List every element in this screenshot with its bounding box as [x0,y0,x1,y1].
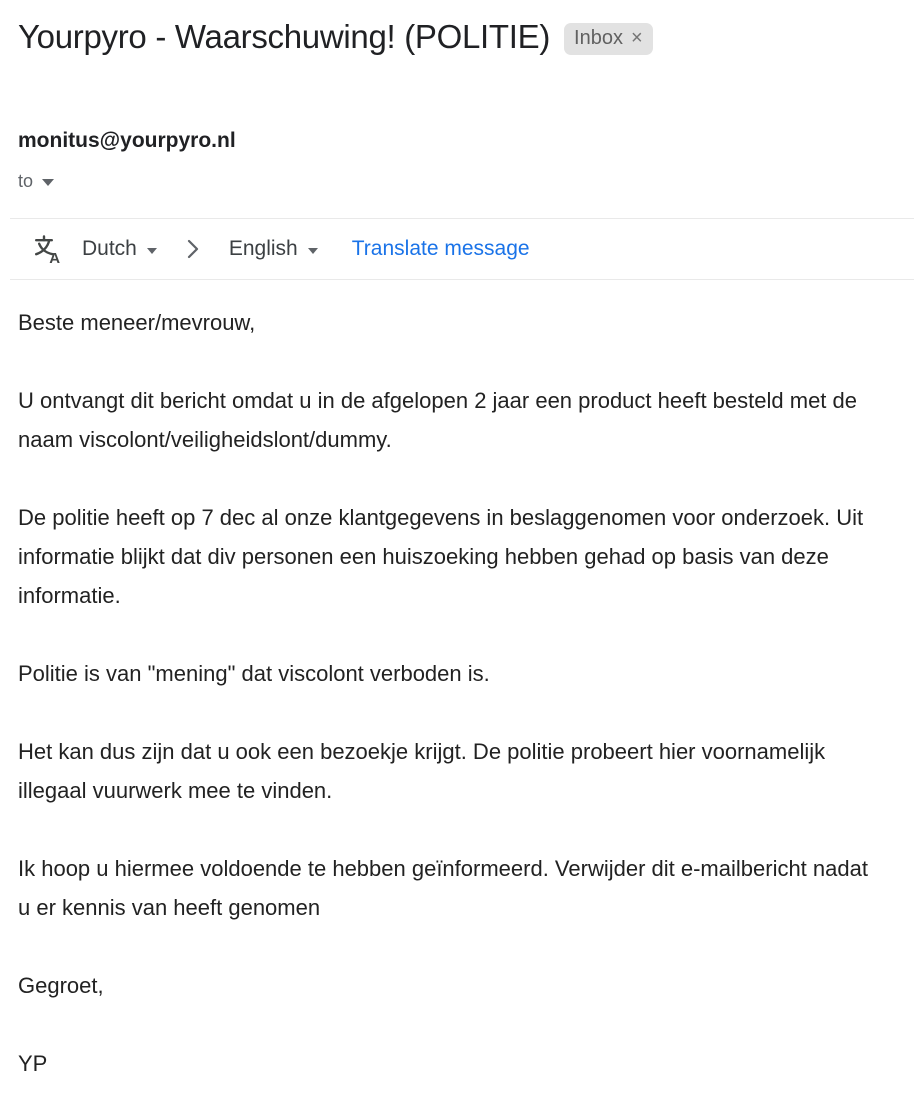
arrow-right-icon [185,237,201,261]
message-paragraph: Beste meneer/mevrouw, [18,310,256,335]
inbox-label-badge[interactable] [564,23,653,55]
message-paragraph: Politie is van "mening" dat viscolont verboden is. [18,661,490,686]
svg-text:A: A [49,250,61,264]
translate-message-link[interactable]: Translate message [351,237,530,260]
message-paragraph: Gegroet, [18,973,104,998]
message-body [18,303,880,1083]
email-subject: Yourpyro - Waarschuwing! (POLITIE) [18,18,551,55]
translate-icon [34,234,64,264]
source-language-select[interactable] [78,235,161,263]
chevron-down-icon [308,248,318,254]
recipient-details-toggle[interactable] [18,170,54,192]
message-paragraph: Ik hoop u hiermee voldoende te hebben geïnformeerd. Verwijder dit e-mailbericht nadat u er kennis van heeft genomen [18,856,868,920]
to-label: to [18,171,34,191]
sender-email[interactable]: monitus@yourpyro.nl [18,129,236,152]
chevron-down-icon [147,248,157,254]
target-language-select[interactable] [225,235,322,263]
message-paragraph: U ontvangt dit bericht omdat u in de afgelopen 2 jaar een product heeft besteld met de naam viscolont/veiligheidslont/dummy. [18,388,857,452]
source-language-label: Dutch [82,237,137,260]
message-paragraph: YP [18,1051,48,1076]
message-paragraph: Het kan dus zijn dat u ook een bezoekje krijgt. De politie probeert hier voornamelijk illegaal vuurwerk mee te vinden. [18,739,826,803]
subject-row [18,16,896,58]
inbox-label-text: Inbox [574,27,623,49]
translate-bar [10,218,914,280]
message-paragraph: De politie heeft op 7 dec al onze klantgegevens in beslaggenomen voor onderzoek. Uit informatie blijkt dat div personen een huiszoeking hebben gehad op basis van deze informatie. [18,505,864,608]
chevron-down-icon [42,179,54,186]
target-language-label: English [228,237,298,260]
remove-label-icon[interactable]: × [630,27,643,49]
